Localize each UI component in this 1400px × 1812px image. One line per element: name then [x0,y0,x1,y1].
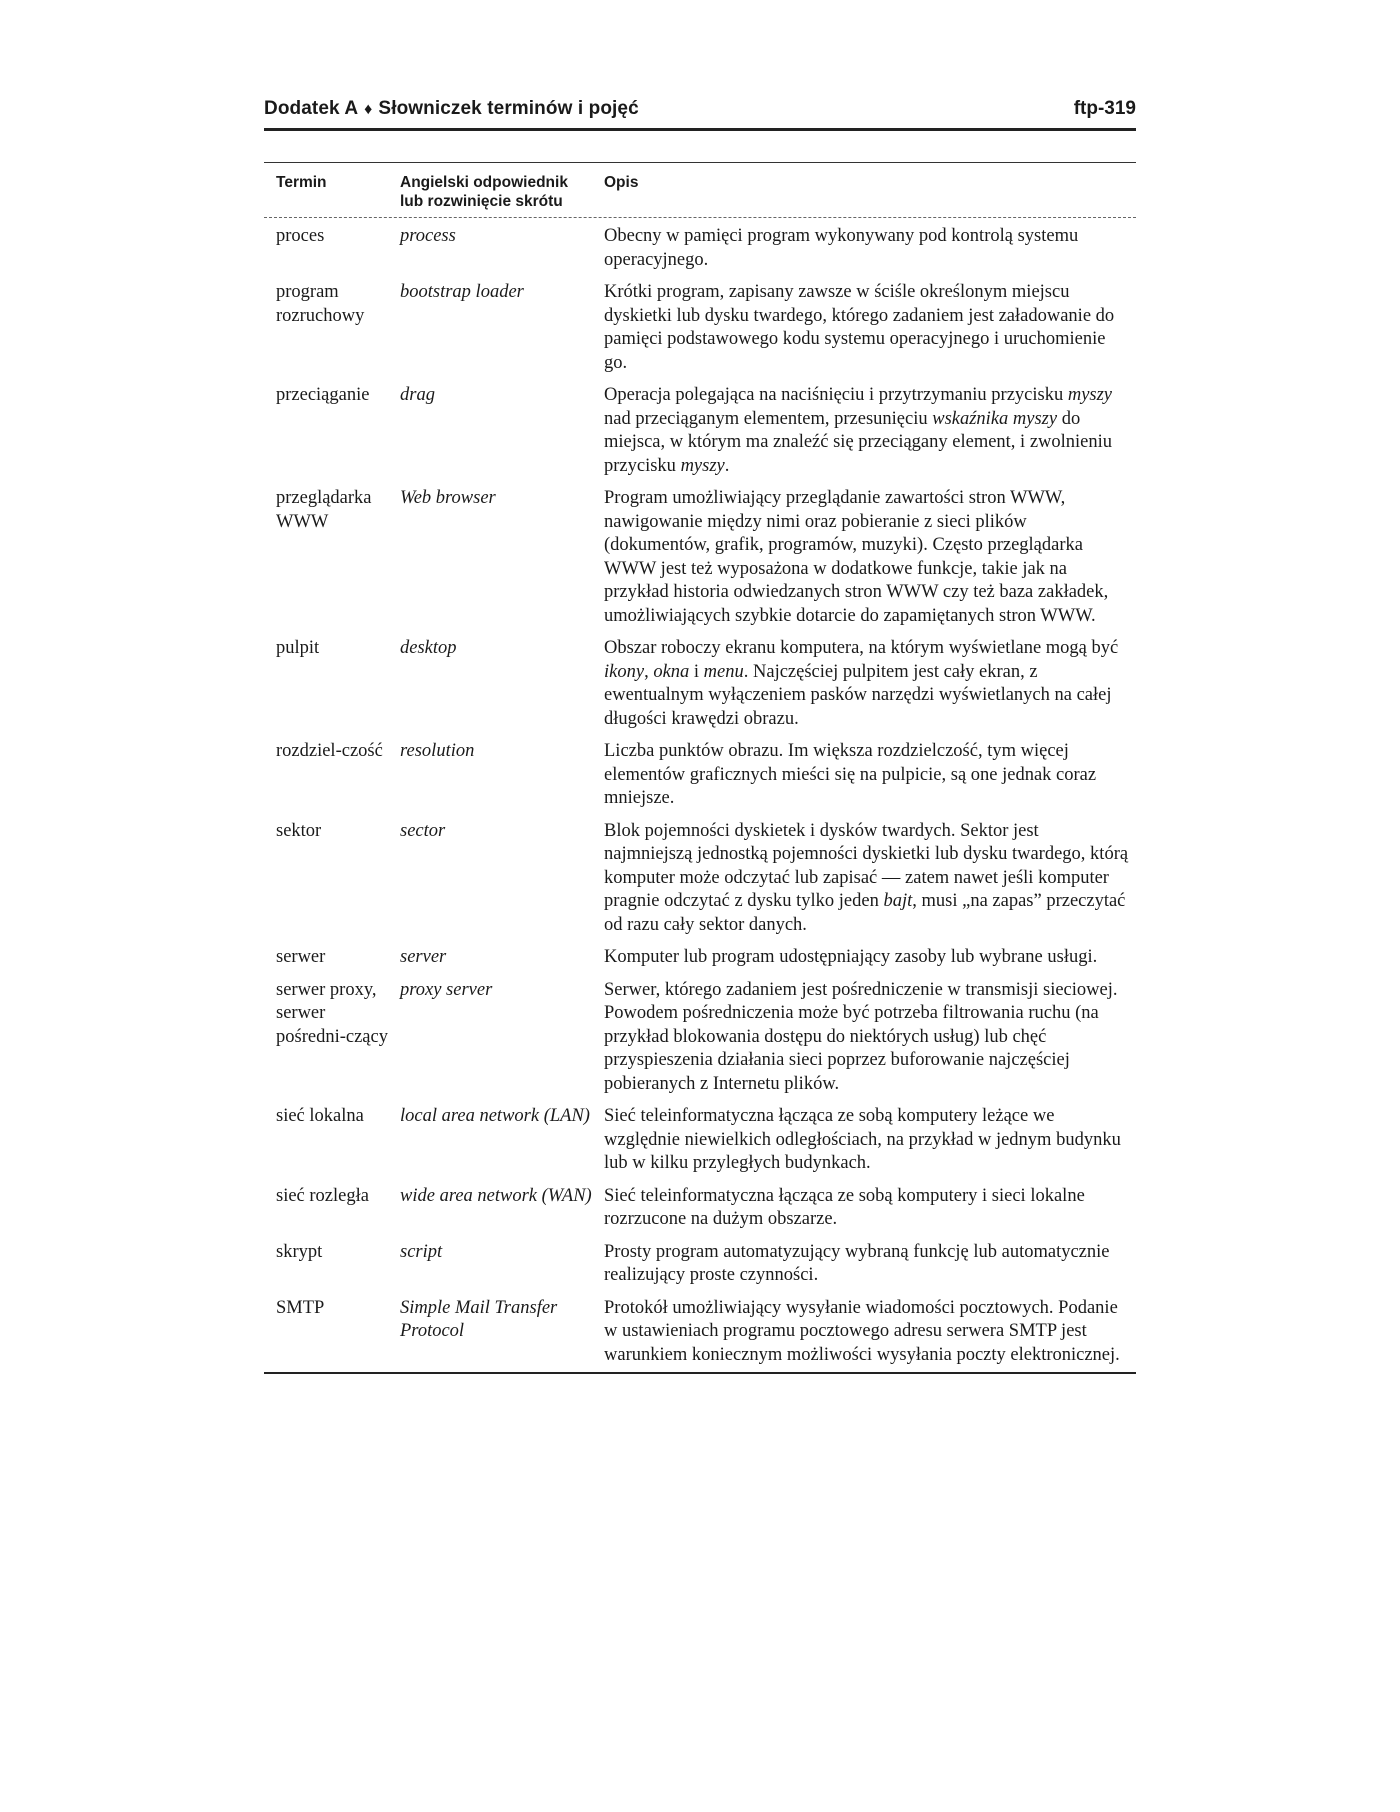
page-header [264,98,1136,131]
english-cell: script [400,1241,443,1262]
description-text: Program umożliwiający przeglądanie zawartości stron WWW, nawigowanie między nimi oraz pobieranie z sieci plików (dokumentów, grafik, programów, muzyki). Często przeglądarka WWW jest też wyposażona w dodatkowe funkcje, takie jak na przykład historia odwiedzanych stron WWW czy też baza zakładek, umożliwiających szybkie dotarcie do zapamiętanych stron WWW. [604,488,1109,626]
term-cell: pulpit [276,638,320,658]
term-cell: serwer [276,947,326,967]
description-text: Krótki program, zapisany zawsze w ściśle określonym miejscu dyskietki lub dysku twardego, którego zadaniem jest załadowanie do pamięci podstawowego kodu systemu operacyjnego i uruchomienie go. [604,282,1115,373]
description-text: Operacja polegająca na naciśnięciu i przytrzymaniu przycisku [604,385,1068,405]
description-text: nad przeciąganym elementem, przesunięciu [604,408,933,429]
column-header-term: Termin [276,174,327,191]
english-cell: desktop [400,638,457,658]
description-text: Obszar roboczy ekranu komputera, na którym wyświetlane mogą być [604,638,1119,658]
table-row [264,384,1136,478]
english-cell: Web browser [400,488,496,508]
table-row [264,979,1136,1097]
english-cell: sector [400,820,446,841]
english-cell: proxy server [400,979,493,1000]
table-row [264,740,1136,811]
term-cell: sieć lokalna [276,1106,364,1126]
table-header [264,163,1136,218]
description-cell [604,225,1136,272]
chapter-title: Słowniczek terminów i pojęć [378,98,639,119]
english-cell: process [400,226,456,246]
description-text: Komputer lub program udostępniający zasoby lub wybrane usługi. [604,947,1098,967]
term-cell: rozdziel-czość [276,741,383,761]
term-cell: program rozruchowy [276,282,365,326]
description-text: Serwer, którego zadaniem jest pośredniczenie w transmisji sieciowej. Powodem pośredniczenia może być potrzeba filtrowania ruchu (na przykład blokowania dostępu do niektórych usług) lub chęć przyspieszenia działania sieci poprzez buforowanie najczęściej pobieranych z Internetu plików. [604,979,1118,1094]
term-cell: sektor [276,820,322,841]
description-text: . [724,455,730,476]
term-cell: SMTP [276,1297,325,1318]
english-cell: local area network (LAN) [400,1106,590,1126]
running-head [264,98,639,120]
table-body [264,218,1136,1374]
description-cell [604,979,1136,1097]
description-cell [604,281,1136,375]
description-cell [604,740,1136,811]
term-cell: sieć rozległa [276,1185,369,1206]
description-cell [604,820,1136,938]
column-header-english: Angielski odpowiednik lub rozwinięcie skrótu [400,174,568,210]
table-row [264,1105,1136,1176]
table-row [264,487,1136,628]
english-cell: wide area network (WAN) [400,1185,592,1206]
description-text: , [644,661,654,682]
column-header-description: Opis [604,174,639,191]
description-text: myszy [1067,385,1113,405]
description-text: i [689,661,704,682]
description-cell [604,1297,1136,1368]
description-text: Sieć teleinformatyczna łącząca ze sobą komputery leżące we względnie niewielkich odległościach, na przykład w jednym budynku lub w kilku przyległych budynkach. [604,1106,1121,1173]
term-cell: proces [276,226,325,246]
description-text: myszy [680,455,725,476]
description-cell [604,1105,1136,1176]
english-cell: resolution [400,741,475,761]
description-text: , musi „na zapas” przeczytać od razu cały sektor danych. [604,891,1126,935]
description-text: wskaźnika myszy [932,408,1058,429]
description-text: Blok pojemności dyskietek i dysków twardych. Sektor jest najmniejszą jednostką pojemności dyskietki lub dysku twardego, którą komputer może odczytać lub zapisać — zatem nawet jeśli komputer pragnie odczytać z dysku tylko jeden [604,820,1129,911]
diamond-separator-icon: ♦ [364,101,373,118]
table-row [264,1297,1136,1368]
description-text: Liczba punktów obrazu. Im większa rozdzielczość, tym więcej elementów graficznych mieści się na pulpicie, są one jednak coraz mniejsze. [604,741,1097,808]
english-cell: drag [400,385,435,405]
english-cell: server [400,947,447,967]
description-cell [604,637,1136,731]
description-text: ikony [604,661,645,682]
description-text: Sieć teleinformatyczna łącząca ze sobą komputery i sieci lokalne rozrzucone na dużym obszarze. [604,1185,1085,1229]
description-cell [604,1185,1136,1232]
description-cell [604,487,1136,628]
table-row [264,637,1136,731]
chapter-label: Dodatek A [264,98,359,119]
description-cell [604,1241,1136,1288]
term-cell: przeglądarka WWW [276,488,372,532]
description-cell [604,946,1136,970]
table-row [264,946,1136,970]
table-row [264,225,1136,272]
description-text: okna [653,661,690,682]
table-row [264,281,1136,375]
table-row [264,820,1136,938]
term-cell: skrypt [276,1241,323,1262]
description-text: Prosty program automatyzujący wybraną funkcję lub automatycznie realizujący proste czynności. [604,1241,1110,1285]
term-cell: przeciąganie [276,385,370,405]
description-text: menu [703,661,744,682]
table-row [264,1241,1136,1288]
description-text: . Najczęściej pulpitem jest cały ekran, z ewentualnym wyłączeniem pasków narzędzi wyświetlanych na całej długości krawędzi obrazu. [604,661,1112,729]
description-text: bajt [883,891,913,911]
glossary-table [264,162,1136,1374]
description-text: Protokół umożliwiający wysyłanie wiadomości pocztowych. Podanie w ustawieniach programu pocztowego adresu serwera SMTP jest warunkiem koniecznym możliwości wysyłania poczty elektronicznej. [604,1297,1120,1365]
description-text: Obecny w pamięci program wykonywany pod kontrolą systemu operacyjnego. [604,226,1079,270]
page-number: ftp-319 [1073,98,1136,119]
table-row [264,1185,1136,1232]
description-cell [604,384,1136,478]
term-cell: serwer proxy, serwer pośredni-czący [276,979,388,1047]
description-text: do miejsca, w którym ma znaleźć się przeciągany element, i zwolnieniu przycisku [604,408,1113,476]
english-cell: Simple Mail Transfer Protocol [400,1297,558,1341]
english-cell: bootstrap loader [400,282,524,302]
